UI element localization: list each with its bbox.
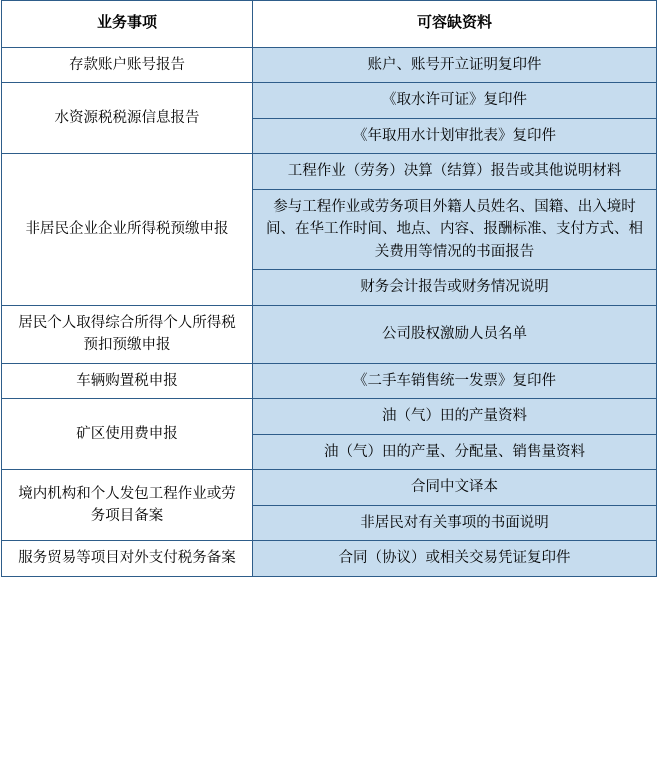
item-cell: 服务贸易等项目对外支付税务备案 bbox=[2, 541, 253, 576]
item-cell: 矿区使用费申报 bbox=[2, 399, 253, 470]
table-row bbox=[2, 83, 657, 118]
doc-cell: 油（气）田的产量、分配量、销售量资料 bbox=[253, 434, 657, 469]
item-cell: 境内机构和个人发包工程作业或劳务项目备案 bbox=[2, 470, 253, 541]
table-body bbox=[2, 48, 657, 577]
item-cell: 车辆购置税申报 bbox=[2, 363, 253, 398]
doc-cell: 合同中文译本 bbox=[253, 470, 657, 505]
doc-cell: 财务会计报告或财务情况说明 bbox=[253, 270, 657, 305]
doc-cell: 公司股权激励人员名单 bbox=[253, 305, 657, 363]
table-row bbox=[2, 470, 657, 505]
doc-cell: 账户、账号开立证明复印件 bbox=[253, 48, 657, 83]
table-row bbox=[2, 541, 657, 576]
table-row bbox=[2, 305, 657, 363]
item-cell: 居民个人取得综合所得个人所得税预扣预缴申报 bbox=[2, 305, 253, 363]
item-cell: 非居民企业企业所得税预缴申报 bbox=[2, 154, 253, 305]
doc-cell: 工程作业（劳务）决算（结算）报告或其他说明材料 bbox=[253, 154, 657, 189]
doc-cell: 《二手车销售统一发票》复印件 bbox=[253, 363, 657, 398]
容缺资料-table bbox=[1, 0, 657, 577]
doc-cell: 油（气）田的产量资料 bbox=[253, 399, 657, 434]
column-header-docs: 可容缺资料 bbox=[253, 1, 657, 48]
doc-cell: 《年取用水计划审批表》复印件 bbox=[253, 118, 657, 153]
table-row bbox=[2, 48, 657, 83]
table-header bbox=[2, 1, 657, 48]
column-header-item: 业务事项 bbox=[2, 1, 253, 48]
doc-cell: 《取水许可证》复印件 bbox=[253, 83, 657, 118]
item-cell: 水资源税税源信息报告 bbox=[2, 83, 253, 154]
item-cell: 存款账户账号报告 bbox=[2, 48, 253, 83]
doc-cell: 参与工程作业或劳务项目外籍人员姓名、国籍、出入境时间、在华工作时间、地点、内容、报酬标准、支付方式、相关费用等情况的书面报告 bbox=[253, 189, 657, 269]
doc-cell: 非居民对有关事项的书面说明 bbox=[253, 505, 657, 540]
table-row bbox=[2, 363, 657, 398]
table-row bbox=[2, 154, 657, 189]
table-header-row bbox=[2, 1, 657, 48]
table-row bbox=[2, 399, 657, 434]
doc-cell: 合同（协议）或相关交易凭证复印件 bbox=[253, 541, 657, 576]
